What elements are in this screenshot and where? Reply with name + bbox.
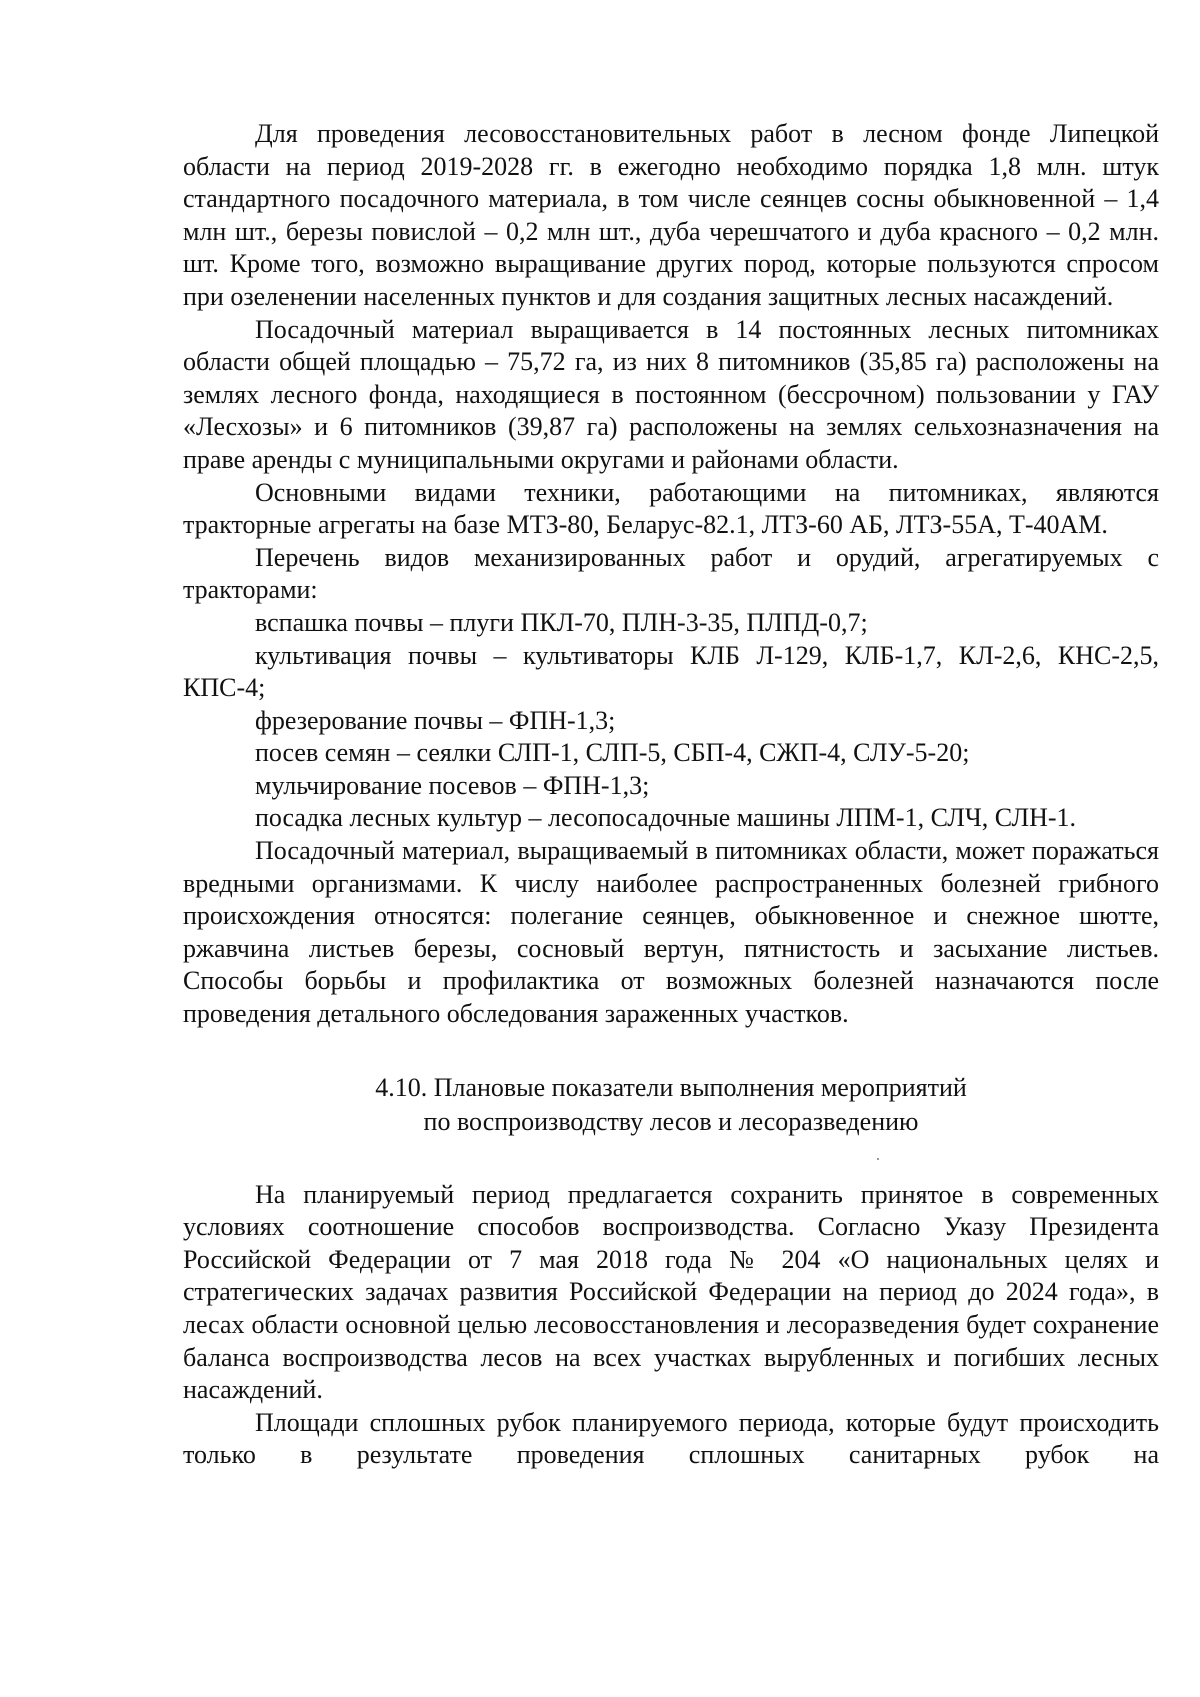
list-item-sowing: посев семян – сеялки СЛП-1, СЛП-5, СБП-4, СЖП-4, СЛУ-5-20; (255, 738, 970, 768)
section-spacer (183, 1139, 1159, 1179)
list-item-plowing: вспашка почвы – плуги ПКЛ-70, ПЛН-3-35, ПЛПД-0,7; (255, 607, 868, 637)
paragraph-planned-period: На планируемый период предлагается сохранить принятое в современных условиях соотношение способов воспроизводства. Согласно Указу Президента Российской Федерации от 7 мая 2018 года № 204 «О национальных целях и стратегических задачах развития Российской Федерации на период до 2024 года», в лесах области основной целью лесовосстановления и лесоразведения будет сохранение баланса воспроизводства лесов на всех участках вырубленных и погибших лесных насаждений. (183, 1179, 1159, 1405)
list-item-mulching: мульчирование посевов – ФПН-1,3; (255, 770, 650, 800)
section-heading-line-1: 4.10. Плановые показатели выполнения мероприятий (375, 1072, 967, 1102)
paragraph-diseases: Посадочный материал, выращиваемый в питомниках области, может поражаться вредными организмами. К числу наиболее распространенных болезней грибного происхождения относятся: полегание сеянцев, обыкновенное и снежное шютте, ржавчина листьев березы, сосновый вертун, пятнистость и засыхание листьев. Способы борьбы и профилактика от возможных болезней назначаются после проведения детального обследования зараженных участков. (183, 836, 1159, 1029)
list-item-milling: фрезерование почвы – ФПН-1,3; (255, 705, 616, 735)
list-item-planting: посадка лесных культур – лесопосадочные машины ЛПМ-1, СЛЧ, СЛН-1. (255, 803, 1077, 833)
paragraph-works-list-intro: Перечень видов механизированных работ и орудий, агрегатируемых с тракторами: (183, 542, 1159, 605)
scan-speck (877, 1158, 879, 1160)
paragraph-seedling-demand: Для проведения лесовосстановительных работ в лесном фонде Липецкой области на период 2019-2028 гг. в ежегодно необходимо порядка 1,8 млн. штук стандартного посадочного материала, в том числе сеянцев сосны обыкновенной – 1,4 млн шт., березы повислой – 0,2 млн шт., дуба черешчатого и дуба красного – 0,2 млн. шт. Кроме того, возможно выращивание других пород, которые пользуются спросом при озеленении населенных пунктов и для создания защитных лесных насаждений. (183, 119, 1159, 311)
paragraph-clearcut-areas: Площади сплошных рубок планируемого периода, которые будут происходить только в результате проведения сплошных санитарных рубок на (183, 1407, 1159, 1470)
section-spacer (183, 1031, 1159, 1071)
paragraph-nurseries: Посадочный материал выращивается в 14 постоянных лесных питомниках области общей площадью – 75,72 га, из них 8 питомников (35,85 га) расположены на землях лесного фонда, находящиеся в постоянном (бессрочном) пользовании у ГАУ «Лесхозы» и 6 питомников (39,87 га) расположены на землях сельхозназначения на праве аренды с муниципальными округами и районами области. (183, 314, 1159, 474)
document-page (183, 118, 1159, 1472)
section-heading-line-2: по воспроизводству лесов и лесоразведению (423, 1106, 919, 1136)
section-heading (183, 1071, 1159, 1139)
paragraph-machinery: Основными видами техники, работающими на питомниках, являются тракторные агрегаты на базе МТЗ-80, Беларус-82.1, ЛТЗ-60 АБ, ЛТЗ-55А, Т-40АМ. (183, 477, 1159, 540)
list-item-cultivation: культивация почвы – культиваторы КЛБ Л-129, КЛБ-1,7, КЛ-2,6, КНС-2,5, КПС-4; (183, 640, 1159, 703)
